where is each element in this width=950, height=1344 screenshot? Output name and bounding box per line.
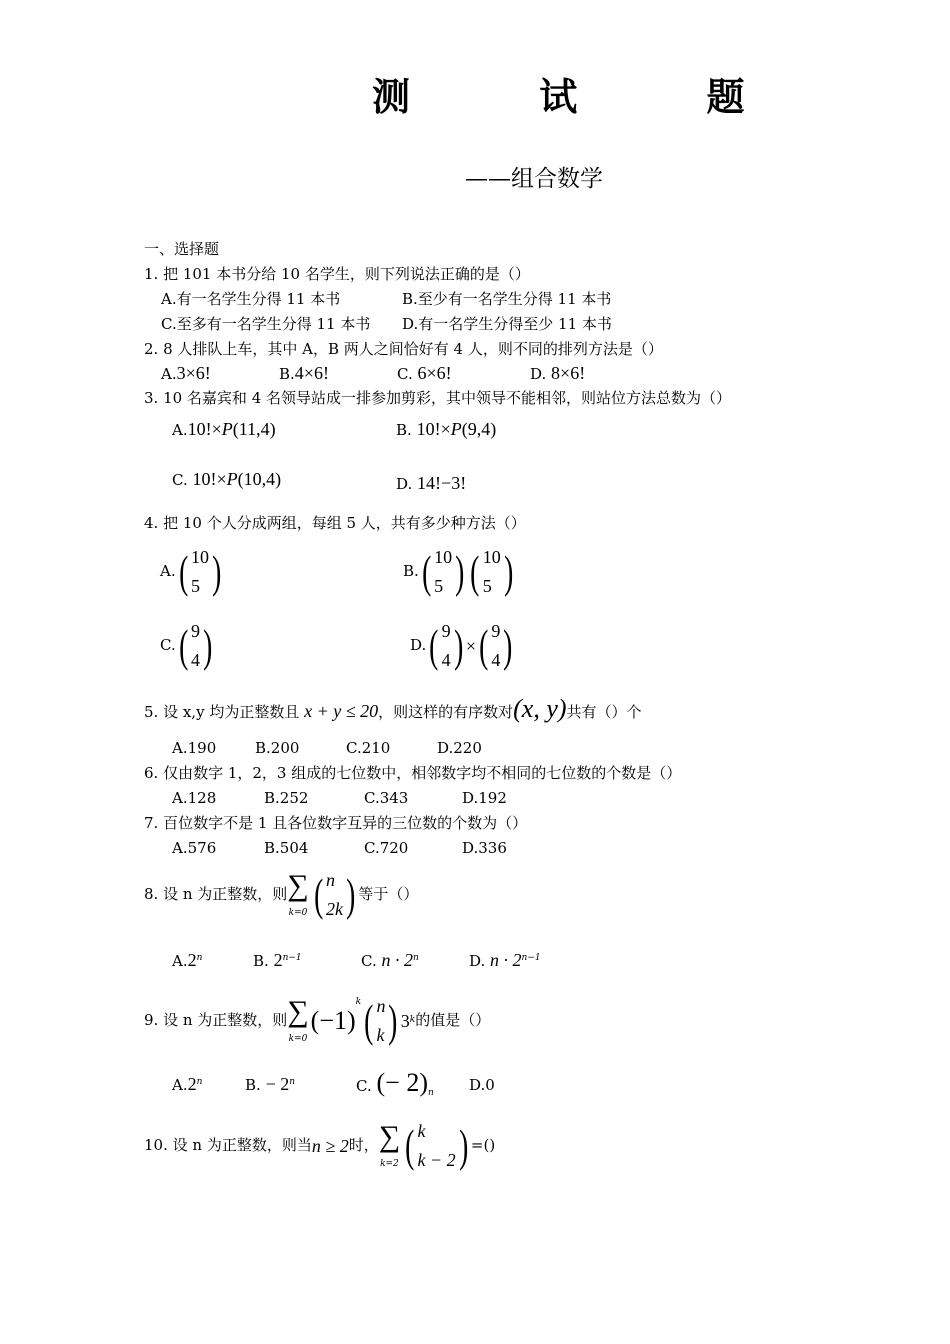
binomial: ( k k − 2 ) [402,1117,471,1175]
condition-formula: n ≥ 2 [311,1135,349,1156]
question-10-stem [144,1117,495,1175]
exponent: n [196,953,203,963]
ordered-pair: (x, y) [513,694,567,723]
question-1-option-c: C.至多有一名学生分得 11 本书 [161,315,371,333]
permutation-symbol: P [450,419,462,439]
question-2-option-d [530,364,585,382]
option-formula: 14!−3! [417,473,467,493]
question-9-stem [144,992,490,1050]
stem-text: 等于（） [358,885,419,904]
question-3-stem: 3. 10 名嘉宾和 4 名领导站成一排参加剪彩，其中领导不能相邻，则站位方法总数为（） [144,389,732,407]
stem-text: 9. 设 n 为正整数，则 [144,1011,288,1030]
question-7-option-d: D.336 [462,839,507,857]
option-label: C. [361,952,377,970]
sigma-symbol: ∑ [378,1120,401,1154]
question-2-option-b [279,364,329,382]
page-title: 测 试 题 [372,75,803,119]
question-7-option-a: A.576 [172,839,217,857]
binom-bottom: k − 2 [417,1149,456,1170]
binom-bottom: 5 [190,575,200,596]
option-formula: n · 2 [490,950,522,970]
option-formula: 10!× [192,469,227,489]
section-heading: 一、选择题 [144,240,220,258]
page-subtitle: ——组合数学 [465,166,603,192]
binomial: ( 10 5 ) [419,543,468,601]
option-formula: − 2 [265,1074,290,1094]
question-3-option-d [396,474,466,492]
exponent: k [409,1015,416,1026]
option-formula: 3×6! [176,363,211,383]
question-3-option-a [172,420,276,438]
question-5-stem [144,696,642,722]
question-9-option-a [172,1075,202,1093]
option-formula: 6×6! [417,363,452,383]
binomial: ( 10 5 ) [176,543,225,601]
binomial: ( 9 4 ) [426,617,466,675]
binom-top: n [376,996,386,1016]
option-label: C. [160,635,176,654]
binomial: ( 9 4 ) [176,617,216,675]
question-4-option-a [160,543,224,601]
question-9-option-b [245,1075,295,1093]
option-label: B. [245,1076,261,1094]
option-label: B. [403,561,419,580]
binom-bottom: 5 [482,575,492,596]
binom-top: 9 [491,621,501,641]
option-label: D. [469,952,486,970]
permutation-args: (9,4) [461,419,497,439]
question-8-stem [144,866,418,924]
binom-top: 10 [434,547,453,567]
option-formula: 4×6! [294,363,329,383]
question-7-option-b: B.504 [264,839,309,857]
option-formula: 10!× [187,419,222,439]
question-1-option-a: A.有一名学生分得 11 本书 [161,290,341,308]
summation [287,997,308,1044]
option-label: B. [279,365,295,383]
stem-text: 共有（）个 [566,703,642,721]
option-label: A. [172,1076,188,1094]
binom-top: k [417,1121,426,1141]
condition-formula: x + y ≤ 20 [304,701,379,721]
stem-text: 时， [348,1136,379,1155]
option-label: B. [253,952,269,970]
exponent: n [413,953,419,963]
option-label: A. [172,952,188,970]
binom-top: 10 [190,547,209,567]
power-base: 3 [400,1010,410,1031]
summation [379,1122,400,1169]
exponent: n [289,1077,296,1087]
option-label: D. [410,635,427,654]
option-label: D. [530,365,547,383]
option-label: C. [172,471,188,489]
question-8-option-c [361,951,419,969]
question-4-option-c [160,617,215,675]
permutation-symbol: P [226,469,238,489]
question-8-option-d [469,951,541,969]
question-8-option-b [253,951,302,969]
stem-text: 5. 设 x,y 均为正整数且 [144,703,300,721]
binom-bottom: 2k [326,898,343,919]
option-formula: 10!× [416,419,451,439]
question-1-option-d: D.有一名学生分得至少 11 本书 [402,315,612,333]
binomial: ( 10 5 ) [467,543,516,601]
question-9-option-c [356,1070,434,1098]
question-7-option-c: C.720 [364,839,409,857]
permutation-symbol: P [221,419,233,439]
option-formula: (− 2) [376,1068,428,1097]
exponent: n−1 [282,953,302,963]
question-3-option-c [172,470,281,488]
stem-text: 的值是（） [415,1011,491,1030]
binom-bottom: 4 [441,649,451,670]
question-1-stem: 1. 把 101 本书分给 10 名学生，则下列说法正确的是（） [144,265,530,283]
question-3-option-b [396,420,496,438]
option-label: D. [396,475,413,493]
question-5-option-b: B.200 [255,739,300,757]
exponent: n [196,1077,203,1087]
sum-lower-limit: k=2 [380,1159,399,1170]
question-4-option-b [403,543,516,601]
binom-bottom: 4 [191,649,201,670]
times-sign: × [465,635,477,656]
option-formula: 8×6! [551,363,586,383]
question-5-option-d: D.220 [437,739,482,757]
stem-text: 8. 设 n 为正整数，则 [144,885,288,904]
question-4-stem: 4. 把 10 个人分成两组，每组 5 人，共有多少种方法（） [144,514,526,532]
binom-top: 9 [441,621,451,641]
option-formula: n · 2 [381,950,413,970]
option-formula: 2 [187,950,197,970]
option-label: A. [161,365,177,383]
question-4-option-d [410,617,516,675]
exponent: n−1 [521,953,541,963]
permutation-args: (10,4) [237,469,282,489]
option-label: A. [172,421,188,439]
question-8-option-a [172,951,202,969]
question-1-option-b: B.至少有一名学生分得 11 本书 [402,290,612,308]
stem-text: 10. 设 n 为正整数，则当 [144,1136,312,1155]
summation [287,871,308,918]
option-label: C. [397,365,413,383]
question-7-stem: 7. 百位数字不是 1 且各位数字互异的三位数的个数为（） [144,814,528,832]
option-label: B. [396,421,412,439]
binomial: ( n 2k ) [311,866,359,924]
binom-top: 9 [191,621,201,641]
exponent: n [427,1088,434,1098]
sigma-symbol: ∑ [287,995,309,1029]
permutation-args: (11,4) [232,419,276,439]
question-6-stem: 6. 仅由数字 1，2，3 组成的七位数中，相邻数字均不相同的七位数的个数是（） [144,764,682,782]
stem-text: ，则这样的有序数对 [378,703,514,721]
binom-top: 10 [482,547,501,567]
question-6-option-a: A.128 [172,789,217,807]
stem-text: =() [470,1136,496,1155]
sum-lower-limit: k=0 [288,908,308,919]
question-2-stem: 2. 8 人排队上车，其中 A，B 两人之间恰好有 4 人，则不同的排列方法是（） [144,340,663,358]
question-6-option-c: C.343 [364,789,409,807]
question-5-option-a: A.190 [172,739,217,757]
question-2-option-c [397,364,452,382]
option-label: C. [356,1077,372,1095]
binom-bottom: 5 [434,575,444,596]
question-2-option-a [161,364,211,382]
question-6-option-d: D.192 [462,789,507,807]
binomial: ( n k ) [361,992,401,1050]
option-formula: 2 [187,1074,197,1094]
question-5-option-c: C.210 [346,739,391,757]
option-formula: 2 [273,950,283,970]
question-6-option-b: B.252 [264,789,309,807]
sum-lower-limit: k=0 [288,1034,308,1045]
sigma-symbol: ∑ [287,869,309,903]
binom-top: n [326,870,335,890]
binom-bottom: 4 [491,649,501,670]
exponent: k [355,997,362,1007]
binomial: ( 9 4 ) [476,617,516,675]
binom-bottom: k [376,1024,385,1045]
option-label: A. [160,561,176,580]
sign-factor: (−1) [310,1005,356,1035]
question-9-option-d: D.0 [469,1076,495,1094]
